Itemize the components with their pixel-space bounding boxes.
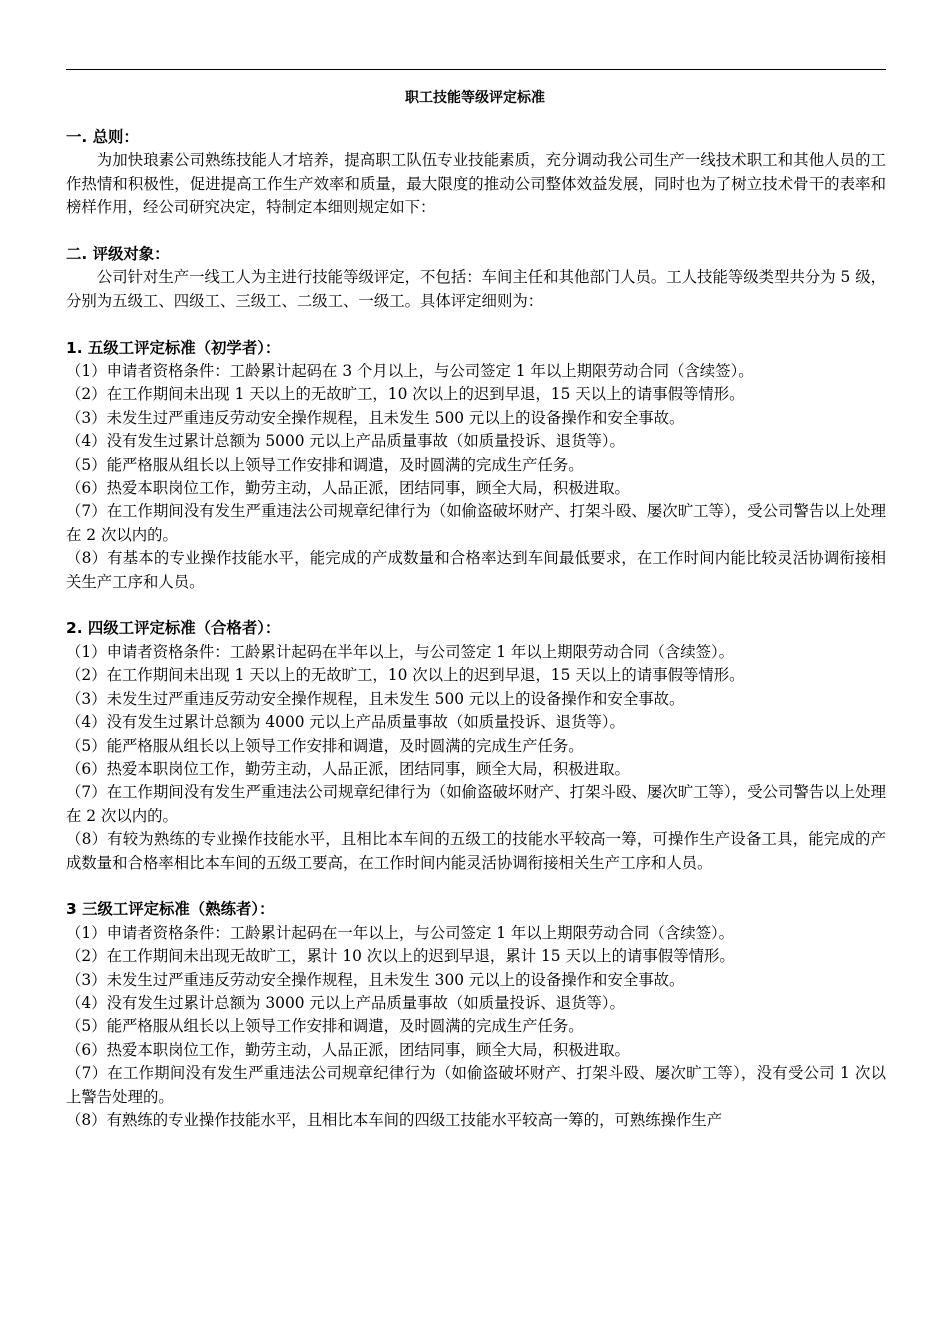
list-item: （8）有基本的专业操作技能水平，能完成的产成数量和合格率达到车间最低要求，在工作时间内能比较灵活协调衔接相关生产工序和人员。 bbox=[66, 549, 886, 591]
document-body bbox=[66, 126, 886, 1132]
header-rule bbox=[66, 69, 886, 70]
section-target-paragraph: 公司针对生产一线工人为主进行技能等级评定，不包括：车间主任和其他部门人员。工人技能等级类型共分为 5 级，分别为五级工、四级工、三级工、二级工、一级工。具体评定细则为： bbox=[66, 268, 886, 310]
list-item: （3）未发生过严重违反劳动安全操作规程，且未发生 300 元以上的设备操作和安全事故。 bbox=[66, 970, 685, 989]
list-item: （2）在工作期间未出现无故旷工，累计 10 次以上的迟到早退，累计 15 天以上的请事假等情形。 bbox=[66, 947, 735, 966]
list-item: （3）未发生过严重违反劳动安全操作规程，且未发生 500 元以上的设备操作和安全事故。 bbox=[66, 689, 685, 708]
list-item: （7）在工作期间没有发生严重违法公司规章纪律行为（如偷盗破坏财产、打架斗殴、屡次旷工等），没有受公司 1 次以上警告处理的。 bbox=[66, 1064, 886, 1106]
document-title: 职工技能等级评定标准 bbox=[405, 90, 545, 106]
list-item: （6）热爱本职岗位工作，勤劳主动，人品正派，团结同事，顾全大局，积极进取。 bbox=[66, 759, 630, 778]
list-item: （3）未发生过严重违反劳动安全操作规程，且未发生 500 元以上的设备操作和安全事故。 bbox=[66, 408, 685, 427]
list-item: （6）热爱本职岗位工作，勤劳主动，人品正派，团结同事，顾全大局，积极进取。 bbox=[66, 1040, 630, 1059]
list-item: （5）能严格服从组长以上领导工作安排和调遣，及时圆满的完成生产任务。 bbox=[66, 455, 584, 474]
list-item: （2）在工作期间未出现 1 天以上的无故旷工，10 次以上的迟到早退，15 天以上的请事假等情形。 bbox=[66, 385, 745, 404]
list-item: （7）在工作期间没有发生严重违法公司规章纪律行为（如偷盗破坏财产、打架斗殴、屡次旷工等），受公司警告以上处理在 2 次以内的。 bbox=[66, 502, 886, 544]
list-item: （8）有熟练的专业操作技能水平，且相比本车间的四级工技能水平较高一筹的，可熟练操作生产 bbox=[66, 1111, 723, 1129]
section-general-paragraph: 为加快琅素公司熟练技能人才培养，提高职工队伍专业技能素质，充分调动我公司生产一线技术职工和其他人员的工作热情和积极性，促进提高工作生产效率和质量，最大限度的推动公司整体效益发展，同时也为了树立技术骨干的表率和榜样作用，经公司研究决定，特制定本细则规定如下： bbox=[66, 151, 886, 217]
list-item: （6）热爱本职岗位工作，勤劳主动，人品正派，团结同事，顾全大局，积极进取。 bbox=[66, 479, 630, 498]
section-level5-heading: 1. 五级工评定标准（初学者）： bbox=[66, 338, 281, 357]
list-item: （1）申请者资格条件：工龄累计起码在一年以上，与公司签定 1 年以上期限劳动合同（含续签）。 bbox=[66, 923, 735, 942]
list-item: （1）申请者资格条件：工龄累计起码在 3 个月以上，与公司签定 1 年以上期限劳动合同（含续签）。 bbox=[66, 362, 754, 381]
list-item: （1）申请者资格条件：工龄累计起码在半年以上，与公司签定 1 年以上期限劳动合同（含续签）。 bbox=[66, 642, 735, 661]
list-item: （4）没有发生过累计总额为 3000 元以上产品质量事故（如质量投诉、退货等）。 bbox=[66, 993, 625, 1012]
spacer bbox=[66, 875, 886, 898]
list-item: （5）能严格服从组长以上领导工作安排和调遣，及时圆满的完成生产任务。 bbox=[66, 736, 584, 755]
spacer bbox=[66, 594, 886, 617]
section-general-heading: 一. 总则： bbox=[66, 128, 139, 146]
list-item: （2）在工作期间未出现 1 天以上的无故旷工，10 次以上的迟到早退，15 天以上的请事假等情形。 bbox=[66, 666, 745, 685]
section-level3-heading: 3 三级工评定标准（熟练者）： bbox=[66, 900, 275, 919]
section-target-heading: 二. 评级对象： bbox=[66, 245, 170, 264]
list-item: （5）能严格服从组长以上领导工作安排和调遣，及时圆满的完成生产任务。 bbox=[66, 1017, 584, 1036]
list-item: （4）没有发生过累计总额为 4000 元以上产品质量事故（如质量投诉、退货等）。 bbox=[66, 713, 625, 732]
list-item: （8）有较为熟练的专业操作技能水平，且相比本车间的五级工的技能水平较高一筹，可操作生产设备工具，能完成的产成数量和合格率相比本车间的五级工要高，在工作时间内能灵活协调衔接相关生产工序和人员。 bbox=[66, 830, 886, 872]
list-item: （4）没有发生过累计总额为 5000 元以上产品质量事故（如质量投诉、退货等）。 bbox=[66, 432, 625, 451]
spacer bbox=[66, 313, 886, 336]
list-item: （7）在工作期间没有发生严重违法公司规章纪律行为（如偷盗破坏财产、打架斗殴、屡次旷工等），受公司警告以上处理在 2 次以内的。 bbox=[66, 783, 886, 825]
spacer bbox=[66, 220, 886, 243]
section-level4-heading: 2. 四级工评定标准（合格者）： bbox=[66, 619, 281, 638]
